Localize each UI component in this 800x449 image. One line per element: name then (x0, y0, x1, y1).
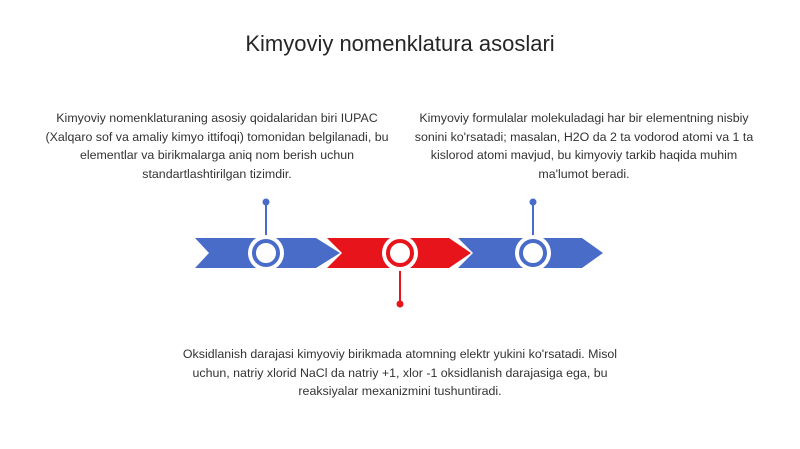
milestone-1-text: Kimyoviy nomenklaturaning asosiy qoidalaridan biri IUPAC (Xalqaro sof va amaliy kimyo ittifoqi) tomonidan belgilanadi, bu elementlar va birikmalarga aniq nom berish uchun standartlashtirilgan tizimdir. (45, 111, 389, 181)
milestone-1-marker (248, 235, 284, 271)
milestone-2-text: Oksidlanish darajasi kimyoviy birikmada atomning elektr yukini ko'rsatadi. Misol uchun, natriy xlorid NaCl da natriy +1, xlor -1 oksidlanish darajasiga ega, bu reaksiyalar mexanizmini tushuntiradi. (182, 347, 618, 399)
milestone-3-connector (530, 199, 537, 239)
slide-title: Kimyoviy nomenklatura asoslari (245, 31, 555, 56)
milestone-2-marker (382, 235, 418, 271)
milestone-3-marker (515, 235, 551, 271)
milestone-2-connector (397, 270, 404, 308)
milestone-1-connector (263, 199, 270, 239)
milestone-3-text: Kimyoviy formulalar molekuladagi har bir elementning nisbiy sonini ko'rsatadi; masalan, H2O da 2 ta vodorod atomi va 1 ta kislorod atomi mavjud, bu kimyoviy tarkib haqida muhim ma'lumot beradi. (414, 111, 754, 181)
